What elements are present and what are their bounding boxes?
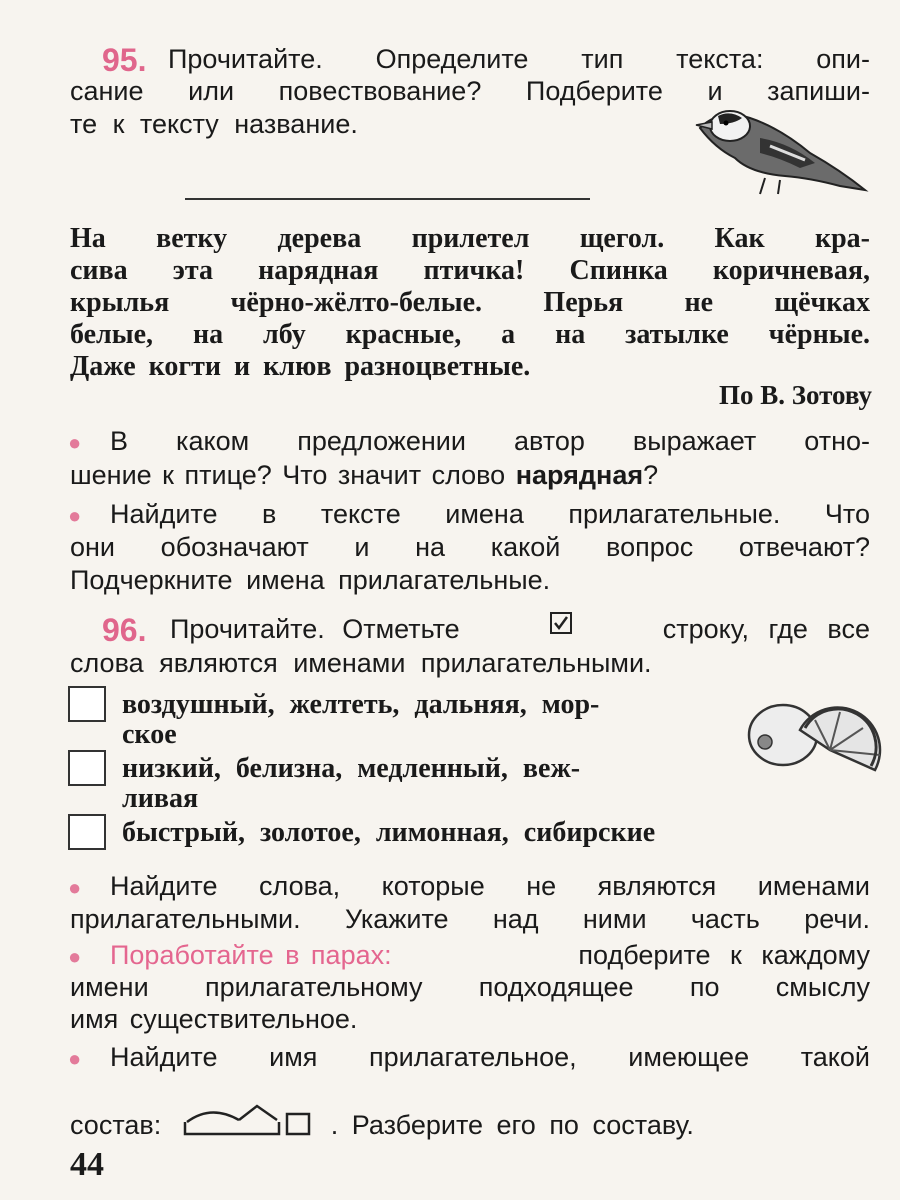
bullet-icon: ●	[68, 503, 82, 528]
story-line-3: крылья чёрно-жёлто-белые. Перья не щёчках	[70, 287, 870, 318]
lemon-illustration	[745, 690, 895, 780]
story-line-4: белые, на лбу красные, а на затылке чёрные.	[70, 319, 870, 350]
option-1-line1: воздушный, желтеть, дальняя, мор-	[122, 689, 600, 720]
bold-word: нарядная	[515, 460, 644, 490]
word-structure-icon	[181, 1100, 331, 1140]
checkbox-check-icon	[550, 612, 572, 634]
title-write-line[interactable]	[185, 198, 590, 200]
task-line-1: Прочитайте. Определите тип текста: опи-	[168, 44, 870, 74]
ex96-task-line1: Прочитайте. Отметьте строку, где все	[170, 614, 870, 644]
option-3-checkbox[interactable]	[68, 814, 106, 850]
ex95-q1-line2: шение к птице? Что значит слово нарядная?	[70, 460, 659, 490]
exercise-number-95: 95.	[102, 42, 147, 78]
exercise-number-96: 96.	[102, 612, 147, 648]
story-line-2: сива эта нарядная птичка! Спинка коричневая,	[70, 255, 870, 286]
option-1-checkbox[interactable]	[68, 686, 106, 722]
option-2-checkbox[interactable]	[68, 750, 106, 786]
bullet-icon: ●	[68, 1046, 82, 1071]
task-line-2: сание или повествование? Подберите и запиши-	[70, 76, 870, 106]
ex96-q3-line1: Найдите имя прилагательное, имеющее такой	[110, 1042, 870, 1072]
ex96-q1-line1: Найдите слова, которые не являются именами	[110, 871, 870, 901]
ex95-q2-line3: Подчеркните имена прилагательные.	[70, 565, 551, 595]
option-1-line2: ское	[122, 719, 177, 750]
ex96-q1-line2: прилагательными. Укажите над ними часть речи.	[70, 904, 870, 934]
bullet-icon: ●	[68, 944, 82, 969]
task-line-3: те к тексту название.	[70, 109, 358, 139]
ex96-task-line2: слова являются именами прилагательными.	[70, 648, 652, 678]
bullet-icon: ●	[68, 430, 82, 455]
option-2-line2: ливая	[122, 783, 199, 814]
ex96-q2-line1: Поработайте в парах: подберите к каждому	[110, 940, 870, 970]
story-line-1: На ветку дерева прилетел щегол. Как кра-	[70, 223, 870, 254]
page-number: 44	[70, 1146, 104, 1183]
option-2-line1: низкий, белизна, медленный, веж-	[122, 753, 581, 784]
ex95-q2-line1: Найдите в тексте имена прилагательные. Что	[110, 499, 870, 529]
goldfinch-illustration	[690, 98, 870, 198]
bullet-icon: ●	[68, 875, 82, 900]
ex96-q2-line2: имени прилагательному подходящее по смыслу	[70, 972, 870, 1002]
ex95-q2-line2: они обозначают и на какой вопрос отвечают?	[70, 532, 870, 562]
story-line-5: Даже когти и клюв разноцветные.	[70, 351, 531, 382]
ex95-q1-line1: В каком предложении автор выражает отно-	[110, 426, 870, 456]
story-author: По В. Зотову	[718, 380, 872, 410]
ex96-q3-line2: состав: . Разберите его по составу.	[70, 1100, 694, 1142]
option-3-line1: быстрый, золотое, лимонная, сибирские	[122, 817, 656, 848]
ex96-q2-line3: имя существительное.	[70, 1004, 358, 1034]
pair-work-label: Поработайте в парах:	[110, 940, 392, 970]
